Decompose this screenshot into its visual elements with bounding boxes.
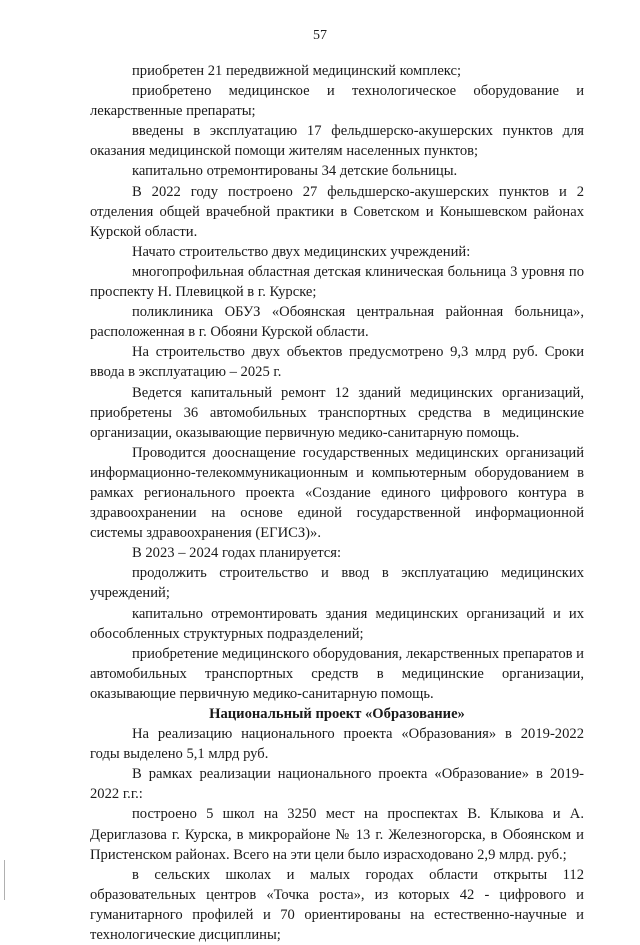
paragraph: В 2023 – 2024 годах планируется: xyxy=(132,545,342,562)
document-text xyxy=(90,61,584,945)
paragraph: построено 5 школ на 3250 мест на проспектах В. Клыкова и А. Дериглазова г. Курска, в микрорайоне № 13 г. Железногорска, в Обоянском и Пристенском районах. Всего на эти цели было израсходовано 2,9 млрд. руб.; xyxy=(90,806,584,863)
paragraph: капитально отремонтированы 34 детские больницы. xyxy=(132,163,458,180)
paragraph: приобретение медицинского оборудования, лекарственных препаратов и автомобильных транспортных средств в медицинские организации, оказывающие первичную медико-санитарную помощь. xyxy=(90,645,584,702)
page-number: 57 xyxy=(313,28,327,43)
paragraph: в сельских школах и малых городах области открыты 112 образовательных центров «Точка роста», из которых 42 - цифрового и гуманитарного профилей и 70 ориентированы на естественно-научные и технологические дисциплины; xyxy=(90,866,584,944)
paragraph: На реализацию национального проекта «Образования» в 2019-2022 годы выделено 5,1 млрд руб. xyxy=(90,726,584,763)
scan-edge-mark xyxy=(4,860,5,900)
paragraph: многопрофильная областная детская клиническая больница 3 уровня по проспекту Н. Плевицкой в г. Курске; xyxy=(90,263,584,301)
paragraph: В рамках реализации национального проекта «Образование» в 2019-2022 г.г.: xyxy=(90,766,584,803)
paragraph: Проводится дооснащение государственных медицинских организаций информационно-телекоммуникационным и компьютерным оборудованием в рамках регионального проекта «Создание единого цифрового контура в здравоохранении на основе единой государственной информационной системы здравоохранения (ЕГИСЗ)». xyxy=(90,444,584,542)
paragraph: введены в эксплуатацию 17 фельдшерско-акушерских пунктов для оказания медицинской помощи жителям населенных пунктов; xyxy=(90,123,584,160)
paragraph: капитально отремонтировать здания медицинских организаций и их обособленных структурных подразделений; xyxy=(90,605,584,642)
paragraph: Ведется капитальный ремонт 12 зданий медицинских организаций, приобретены 36 автомобильных транспортных средства в медицинские организации, оказывающие первичную медико-санитарную помощь. xyxy=(90,384,584,441)
paragraph: В 2022 году построено 27 фельдшерско-акушерских пунктов и 2 отделения общей врачебной практики в Советском и Конышевском районах Курской области. xyxy=(90,183,584,240)
section-heading: Национальный проект «Образование» xyxy=(209,706,465,722)
paragraph: приобретен 21 передвижной медицинский комплекс; xyxy=(132,63,462,79)
paragraph: Начато строительство двух медицинских учреждений: xyxy=(132,243,471,260)
paragraph: поликлиника ОБУЗ «Обоянская центральная районная больница», расположенная в г. Обояни Курской области. xyxy=(90,304,584,341)
paragraph: приобретено медицинское и технологическое оборудование и лекарственные препараты; xyxy=(90,83,584,120)
paragraph: продолжить строительство и ввод в эксплуатацию медицинских учреждений; xyxy=(90,565,584,602)
paragraph: На строительство двух объектов предусмотрено 9,3 млрд руб. Сроки ввода в эксплуатацию – 2025 г. xyxy=(90,344,584,381)
